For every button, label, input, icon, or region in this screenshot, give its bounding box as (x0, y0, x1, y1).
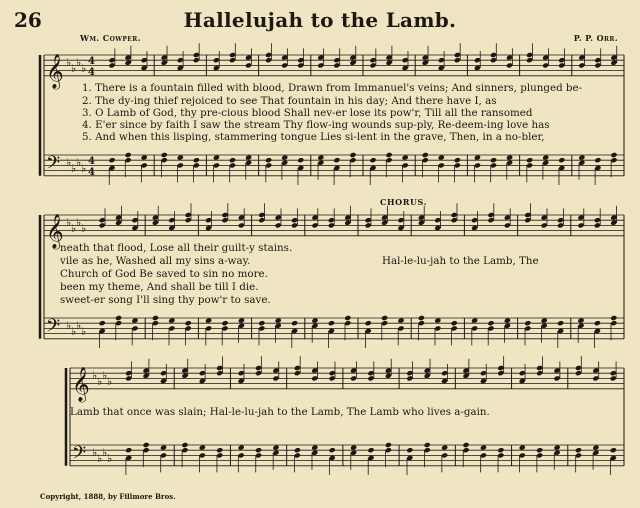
verse-line-4: 4. E'er since by faith I saw the stream Thy flow-ing wounds sup-ply, Re-deem-ing love has (82, 119, 550, 131)
notehead (245, 155, 252, 161)
notehead (238, 445, 245, 451)
notehead (205, 318, 212, 324)
notehead (213, 155, 220, 161)
notehead (297, 157, 304, 163)
time-signature-icon: 4 (88, 167, 95, 178)
notehead (160, 445, 167, 451)
notehead (438, 155, 445, 161)
notehead (577, 318, 584, 324)
notehead (386, 152, 393, 158)
flat-icon: ♭ (71, 62, 77, 75)
notehead (592, 445, 599, 451)
notehead (161, 152, 168, 158)
notehead (291, 320, 298, 326)
notehead (329, 447, 336, 453)
notehead (131, 318, 138, 324)
verse-line-3: 3. O Lamb of God, thy pre-cious blood Shall nev-er lose its pow'r, Till all the ransomed (82, 107, 533, 119)
notehead (526, 157, 533, 163)
time-signature-icon: 4 (88, 156, 95, 167)
flat-icon: ♭ (76, 216, 82, 229)
notehead (504, 318, 511, 324)
notehead (610, 447, 617, 453)
composer-credit: P. P. Orr. (573, 33, 618, 43)
time-signature-icon: 4 (88, 56, 95, 67)
notehead (471, 318, 478, 324)
notehead (281, 155, 288, 161)
notehead (294, 447, 301, 453)
notehead (487, 320, 494, 326)
notehead (454, 157, 461, 163)
hymn-title: Hallelujah to the Lamb. (183, 8, 457, 32)
notehead (152, 315, 159, 321)
notehead (441, 445, 448, 451)
flat-icon: ♭ (81, 162, 87, 175)
chorus-lyric-line-2: Lamb that once was slain; Hal-le-lu-jah to the Lamb, The Lamb who lives a-gain. (70, 406, 490, 418)
time-signature-icon: 4 (88, 67, 95, 78)
notehead (344, 315, 351, 321)
notehead (554, 445, 561, 451)
notehead (519, 445, 526, 451)
flat-icon: ♭ (102, 446, 108, 459)
flat-icon: ♭ (92, 446, 98, 459)
notehead (193, 157, 200, 163)
notehead (311, 445, 318, 451)
flat-icon: ♭ (76, 156, 82, 169)
notehead (541, 318, 548, 324)
notehead (462, 442, 469, 448)
verse-line-5: 5. And when this lisping, stammering tongue Lies si-lent in the grave, Then, in a no-bler, (82, 131, 545, 143)
notehead (115, 315, 122, 321)
flat-icon: ♭ (76, 56, 82, 69)
verse-end-line-1: neath that flood, Lose all their guilt-y stains. (60, 242, 293, 254)
notehead (199, 445, 206, 451)
notehead (578, 155, 585, 161)
notehead (480, 445, 487, 451)
notehead (229, 157, 236, 163)
notehead (451, 320, 458, 326)
notehead (311, 318, 318, 324)
notehead (406, 447, 413, 453)
notehead (506, 155, 513, 161)
flat-icon: ♭ (92, 369, 98, 382)
notehead (575, 447, 582, 453)
flat-icon: ♭ (107, 375, 113, 388)
flat-icon: ♭ (81, 222, 87, 235)
notehead (542, 155, 549, 161)
notehead (333, 157, 340, 163)
flat-icon: ♭ (81, 325, 87, 338)
notehead (185, 320, 192, 326)
notehead (317, 155, 324, 161)
flat-icon: ♭ (66, 319, 72, 332)
flat-icon: ♭ (71, 325, 77, 338)
bass-clef-icon: 𝄢 (72, 443, 87, 468)
treble-clef-icon: 𝄞 (46, 53, 64, 89)
flat-icon: ♭ (66, 156, 72, 169)
notehead (365, 320, 372, 326)
verse-end-line-3: Church of God Be saved to sin no more. (60, 268, 268, 280)
notehead (265, 157, 272, 163)
notehead (558, 157, 565, 163)
notehead (422, 152, 429, 158)
notehead (557, 320, 564, 326)
chorus-lyric-line-1: Hal-le-lu-jah to the Lamb, The (382, 255, 539, 267)
notehead (594, 320, 601, 326)
notehead (397, 318, 404, 324)
notehead (367, 447, 374, 453)
notehead (238, 318, 245, 324)
verse-end-line-4: been my theme, And shall be till I die. (60, 281, 259, 293)
notehead (610, 152, 617, 158)
notehead (272, 445, 279, 451)
flat-icon: ♭ (66, 56, 72, 69)
bass-clef-icon: 𝄢 (46, 316, 61, 341)
notehead (181, 442, 188, 448)
notehead (108, 157, 115, 163)
notehead (594, 157, 601, 163)
notehead (418, 315, 425, 321)
notehead (369, 157, 376, 163)
chorus-label: CHORUS. (380, 197, 427, 207)
flat-icon: ♭ (102, 369, 108, 382)
treble-clef-icon: 𝄞 (72, 366, 90, 402)
flat-icon: ♭ (66, 216, 72, 229)
notehead (497, 447, 504, 453)
flat-icon: ♭ (97, 452, 103, 465)
notehead (490, 157, 497, 163)
notehead (381, 315, 388, 321)
bass-clef-icon: 𝄢 (46, 153, 61, 178)
notehead (258, 320, 265, 326)
page-number: 26 (14, 8, 42, 32)
notehead (402, 155, 409, 161)
treble-clef-icon: 𝄞 (46, 213, 64, 249)
flat-icon: ♭ (81, 62, 87, 75)
notehead (474, 155, 481, 161)
notehead (524, 320, 531, 326)
notehead (125, 152, 132, 158)
verse-end-line-2: vile as he, Washed all my sins a-way. (60, 255, 251, 267)
notehead (221, 320, 228, 326)
flat-icon: ♭ (71, 222, 77, 235)
notehead (177, 155, 184, 161)
notehead (99, 320, 106, 326)
notehead (349, 152, 356, 158)
notehead (168, 318, 175, 324)
notehead (141, 155, 148, 161)
flat-icon: ♭ (71, 162, 77, 175)
verse-line-1: 1. There is a fountain filled with blood, Drawn from Immanuel's veins; And sinners, plunged be- (82, 82, 583, 94)
notehead (328, 320, 335, 326)
lyricist-credit: Wm. Cowper. (80, 33, 141, 43)
notehead (350, 445, 357, 451)
notehead (143, 442, 150, 448)
verse-end-line-5: sweet-er song I'll sing thy pow'r to save. (60, 294, 271, 306)
notehead (125, 447, 132, 453)
flat-icon: ♭ (107, 452, 113, 465)
verse-line-2: 2. The dy-ing thief rejoiced to see That fountain in his day; And there have I, as (82, 95, 497, 107)
flat-icon: ♭ (76, 319, 82, 332)
notehead (434, 318, 441, 324)
flat-icon: ♭ (97, 375, 103, 388)
notehead (275, 318, 282, 324)
notehead (255, 447, 262, 453)
notehead (424, 442, 431, 448)
notehead (536, 447, 543, 453)
notehead (610, 315, 617, 321)
notehead (216, 447, 223, 453)
notehead (385, 442, 392, 448)
copyright-notice: Copyright, 1888, by Fillmore Bros. (40, 492, 176, 501)
